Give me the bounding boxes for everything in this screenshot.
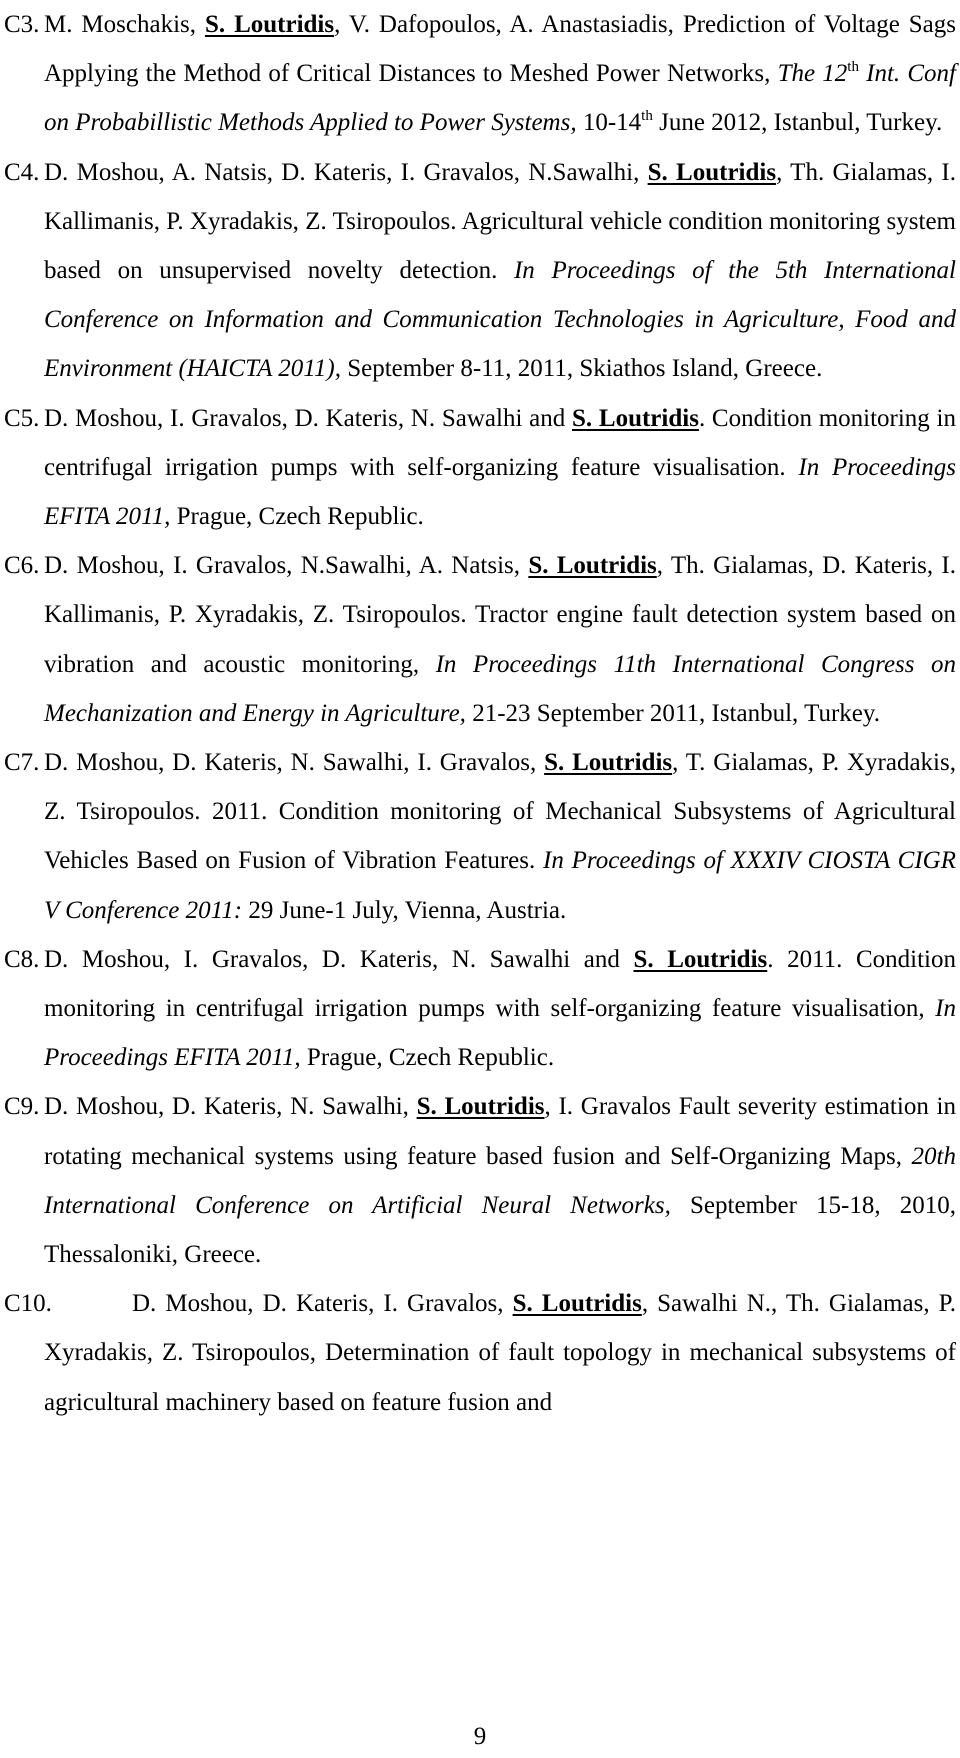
venue-text: 20th International Conference on Artificial Neural Networks, [44,1142,956,1219]
superscript: th [641,108,653,125]
author-highlight: S. Loutridis [544,749,673,777]
reference-text: , V. Dafopoulos, A. Anastasiadis, Prediction of Voltage Sags Applying the Method of Critical Distances to Meshed Power Networks, [44,11,956,88]
page-number: 9 [473,1723,487,1750]
reference-text: , Th. Gialamas, D. Kateris, I. Kallimanis, P. Xyradakis, Z. Tsiropoulos. Tractor engine fault detection system based on vibration and acoustic monitoring, [44,552,956,678]
reference-text: 29 June-1 July, Vienna, Austria. [242,896,567,924]
reference-entry [0,738,956,935]
reference-text: Prague, Czech Republic. [300,1044,555,1072]
venue-text: The 12 [777,60,848,88]
reference-text: . Condition monitoring in centrifugal irrigation pumps with self-organizing feature visualisation. [44,404,956,481]
author-highlight: S. Loutridis [633,945,768,973]
reference-text: D. Moshou, A. Natsis, D. Kateris, I. Gravalos, N.Sawalhi, [44,158,648,186]
reference-text: D. Moshou, D. Kateris, N. Sawalhi, [44,1093,417,1121]
venue-text: Int. Conf on Probabillistic Methods Applied to Power Systems, [44,60,956,137]
author-highlight: S. Loutridis [512,1290,642,1318]
reference-text: D. Moshou, D. Kateris, N. Sawalhi, I. Gravalos, [44,749,545,777]
superscript: th [847,59,859,76]
venue-text: In Proceedings of XXXIV CIOSTA CIGR V Conference 2011: [44,847,956,924]
venue-text: In Proceedings of the 5th International Conference on Information and Communication Technologies in Agriculture, Food and Environment (HAICTA 2011), [44,257,956,383]
reference-label: C10. [4,1290,52,1318]
reference-label: C7. [4,749,40,777]
reference-entry [0,394,956,542]
author-highlight: S. Loutridis [204,11,335,38]
author-highlight: S. Loutridis [572,404,699,432]
reference-entry [0,541,956,738]
reference-text: . 2011. Condition monitoring in centrifugal irrigation pumps with self-organizing feature visualisation, [44,945,956,1023]
reference-entry [0,148,956,394]
reference-text: Prague, Czech Republic. [170,503,424,531]
reference-text: September 8-11, 2011, Skiathos Island, Greece. [340,355,823,383]
reference-entry [0,1279,956,1427]
reference-text: 10-14 [576,109,642,137]
reference-label: C8. [4,945,40,973]
reference-text: D. Moshou, I. Gravalos, D. Kateris, N. Sawalhi and [44,404,572,432]
reference-text: , I. Gravalos Fault severity estimation in rotating mechanical systems using feature based fusion and Self-Organizing Maps, [44,1093,956,1170]
reference-label: C5. [4,404,40,432]
reference-text: D. Moshou, I. Gravalos, N.Sawalhi, A. Natsis, [44,552,529,580]
reference-text: 21-23 September 2011, Istanbul, Turkey. [465,699,881,727]
reference-text: , Sawalhi N., Th. Gialamas, P. Xyradakis, Z. Tsiropoulos, Determination of fault topology in mechanical subsystems of agricultural machinery based on feature fusion and [44,1290,956,1416]
reference-text: , Th. Gialamas, I. Kallimanis, P. Xyradakis, Z. Tsiropoulos. Agricultural vehicle condition monitoring system based on unsupervised novelty detection. [44,158,956,285]
reference-label: C9. [4,1093,40,1121]
venue-text: In Proceedings EFITA 2011, [44,995,956,1072]
reference-text: September 15-18, 2010, Thessaloniki, Greece. [44,1191,957,1269]
reference-label: C4. [4,158,40,186]
reference-text: , T. Gialamas, P. Xyradakis, Z. Tsiropoulos. 2011. Condition monitoring of Mechanical Subsystems of Agricultural Vehicles Based on Fusion of Vibration Features. [44,749,956,875]
author-highlight: S. Loutridis [416,1093,545,1121]
reference-text: D. Moshou, I. Gravalos, D. Kateris, N. Sawalhi and [44,945,634,973]
author-highlight: S. Loutridis [528,552,657,580]
reference-label: C3. [4,11,40,38]
reference-entry [0,935,956,1083]
reference-text: M. Moschakis, [44,11,205,38]
reference-entry [0,1082,956,1279]
reference-text: D. Moshou, D. Kateris, I. Gravalos, [132,1290,513,1318]
venue-text: In Proceedings EFITA 2011, [44,453,956,531]
reference-label: C6. [4,552,40,580]
reference-text: June 2012, Istanbul, Turkey. [652,109,943,137]
reference-entry [0,0,956,148]
venue-text: In Proceedings 11th International Congress on Mechanization and Energy in Agriculture, [44,650,956,727]
author-highlight: S. Loutridis [647,158,777,186]
